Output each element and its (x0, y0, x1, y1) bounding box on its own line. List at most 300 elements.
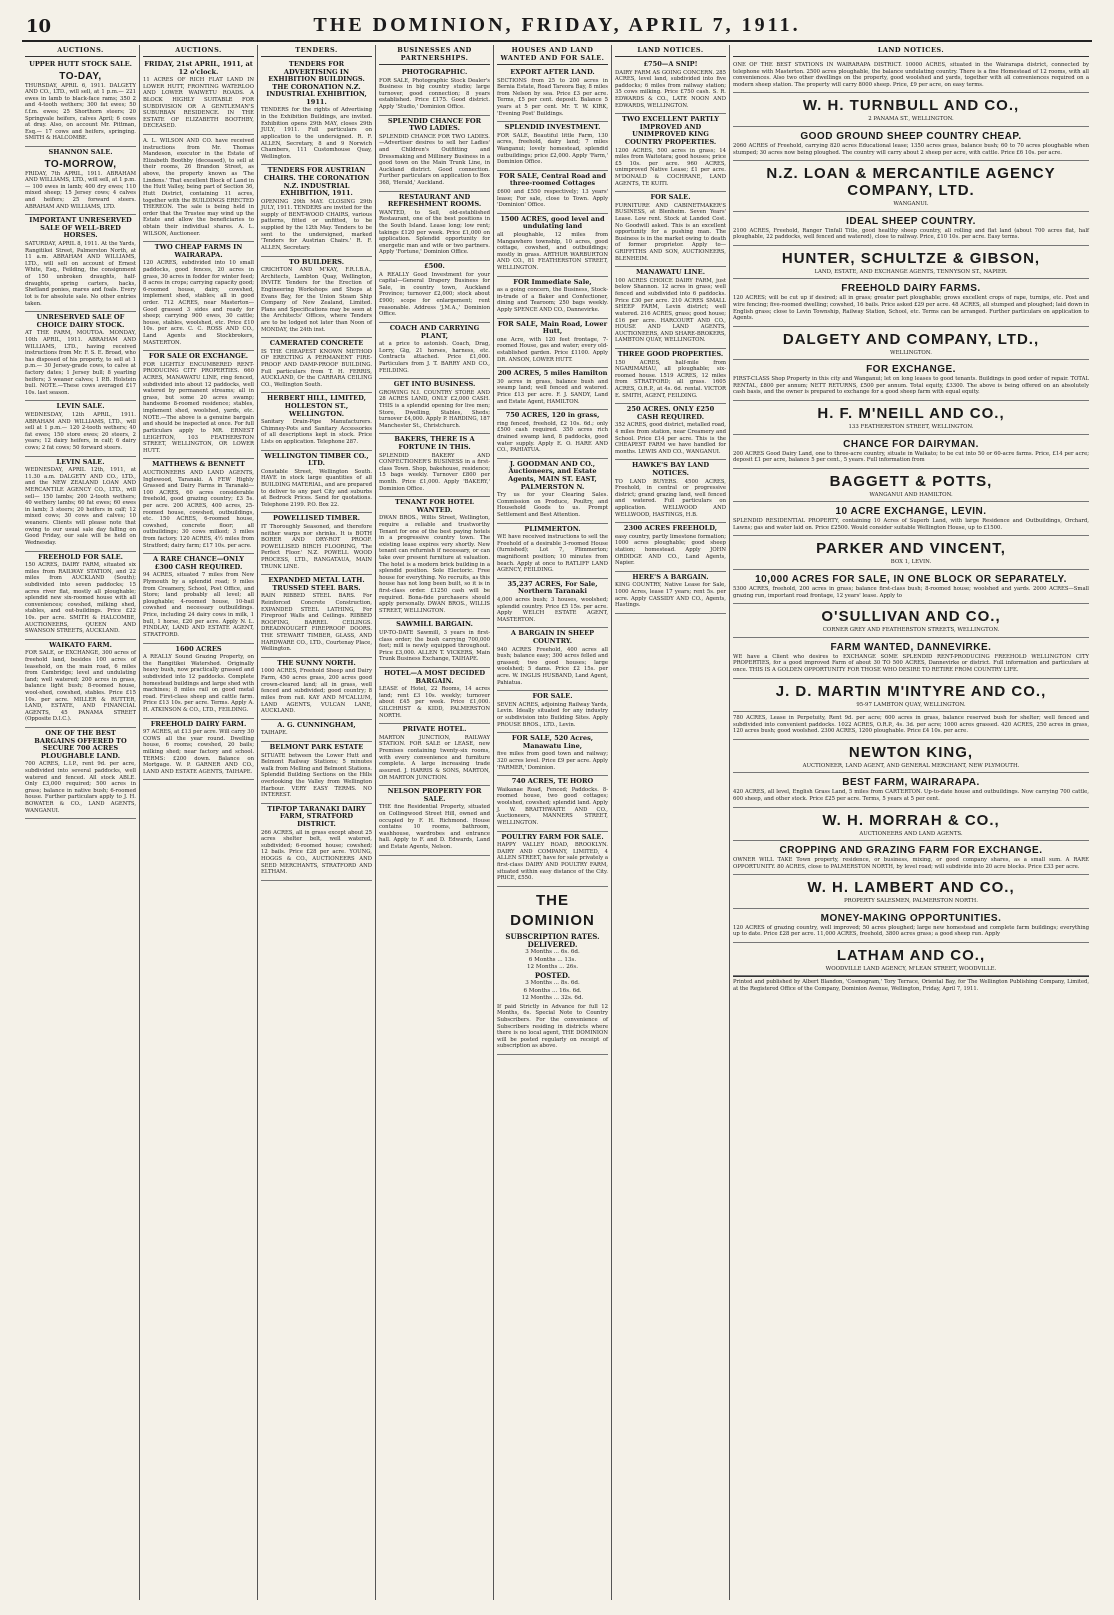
land-advertisement (733, 638, 1089, 679)
agent-name: HUNTER, SCHULTZE & GIBSON, (781, 249, 1041, 267)
ad-body: CRICHTON AND M'KAY, F.R.I.B.A., Architects, Lambton Quay, Wellington, INVITE Tenders for the Erection of Engineering Workshops and Shops at Evans Bay, for the Union Steam Ship Company of New Zealand, Limited. Plans and Specifications may be seen at the Architects' Offices, where Tenders are to be lodged not later than Noon of MONDAY, the 24th inst. (261, 267, 372, 333)
advertisement (261, 575, 372, 658)
advertisement (261, 658, 372, 720)
ad-body: all ploughable, 12 miles from Mangawhero township, 10 acres, good cottage, cowshed, and outbuildings; mostly in grass. ARTHUR WARBURTON AND CO., 81 FEATHERSTON STREET, WELLINGTON. (497, 232, 608, 272)
ad-body: THE fine Residential Property, situated on Collingwood Street Hill, owned and occupied by F. H. Richmond. House contains 10 rooms, bathroom, washhouse, wardrobes and entrance hall. Apply to F. and D. Edwards, Land and Estate Agents, Nelson. (379, 804, 490, 850)
ad-body: Waikanae Road, Fenced; Paddocks. 8-roomed house, two good cottages; woolshed, cowshed; splendid land. Apply J. W. BRAITHWAITE AND CO., Auctioneers, MANNERS STREET, WELLINGTON. (497, 786, 608, 826)
agent-address: BOX 1, LEVIN. (890, 559, 932, 566)
agent-address: WANGANUI AND HAMILTON. (869, 491, 953, 498)
ad-headline: 10,000 ACRES FOR SALE, IN ONE BLOCK OR SEPARATELY. (755, 573, 1067, 585)
ad-headline: PHOTOGRAPHIC. (401, 68, 468, 76)
ad-body: DWAN BROS., Willis Street, Wellington, require a reliable and trustworthy Tenant for one of the best paying hotels in a progressive country town. The existing lease expires very shortly. New tenant can refurnish if necessary, or can take over present furniture at valuation. The hotel is a modern brick building in a splendid position. Sole Electoric. Free house for everything. No recruits, as this house has not long been built, so it is in first-class order. £1250 cash will be required. Bona-fide purchasers should apply personally. DWAN BROS., WILLIS STREET, WELLINGTON. (379, 515, 490, 614)
ad-headline: PLIMMERTON. (524, 524, 581, 533)
agent-block (733, 875, 1089, 908)
column-7-land-notices (730, 45, 1092, 1600)
ad-headline: 200 ACRES, 5 miles Hamilton (497, 369, 608, 378)
land-advertisement (733, 773, 1089, 807)
advertisement (497, 122, 608, 171)
ad-headline: FREEHOLD DAIRY FARMS. (841, 283, 981, 295)
ad-body: WE have a Client who desires to EXCHANGE SOME SPLENDID RENT-PRODUCING FREEHOLD WELLINGTON CITY PROPERTIES, for a good improved Farm of about 30 TO 500 ACRES, Dannevirke or district. Full information and particulars at once. THIS IS A GOLDEN OPPORTUNITY FOR THOSE WHO DESIRE TO RETIRE FROM COUNTRY LIFE. (733, 653, 1089, 673)
ad-body: at a price to astonish. Coach, Drag, Lorry, Gig, 21 horses, harness, etc. Contracts attached. Price £1,000. Particulars from J. T. BARRY AND CO., FEILDING. (379, 341, 490, 374)
ad-headline: THE SUNNY NORTH. (277, 658, 356, 667)
page-number: 10 (26, 16, 52, 37)
advertisement (143, 351, 254, 459)
ad-body: 5300 ACRES, freehold, 200 acres in grass; balance first-class bush; 8-roomed house; woolshed and yards. 2000 ACRES—Small grazing run, important road frontage, 12 years' lease. Apply to (733, 585, 1089, 599)
ad-headline: CAMERATED CONCRETE (269, 339, 364, 348)
ad-body: 120 ACRES; will be cut up if desired; all in grass; greater part ploughable; grows excellent crops of rape, turnips, etc. Post and wire fencing; five-roomed dwelling; cowshed, 16 bails. Price asked £29 per acre. 48 ACRES, all stumped and ploughed; laid down in English grass; close to Levin Township, Railway Station, School, etc. Terms can be arranged. Further particulars on application to Agents. (733, 295, 1089, 322)
ad-body: 97 ACRES, at £13 per acre. Will carry 30 COWS all the year round. Dwelling house, 6 rooms; cowshed, 20 bails; milking shed; near factory and school. TERMS: £200 down. Balance on Mortgage. W. P. GARNER AND CO., LAND AND ESTATE AGENTS, TAIHAPE. (143, 729, 254, 775)
land-advertisement (733, 712, 1089, 740)
ad-body: TENDERS for the rights of Advertising in the Exhibition Buildings, are invited. Exhibition opens 29th MAY, closes 29th JULY, 1911. Full particulars on application to the undersigned. R. F. ALLEN, Secretary, 8 and 9 Norwich Chambers, 111 Customhouse Quay, Wellington. (261, 107, 372, 160)
advertisement (497, 214, 608, 277)
advertisement (143, 644, 254, 719)
ad-body: 120 ACRES of grazing country, well improved; 50 acres ploughed; large new homestead and complete farm buildings; everything up to date. Price £28 per acre. 11,000 ACRES, freehold, 3800 acres grass; a good sheep run. Apply (733, 924, 1089, 938)
ad-body: IT Thoroughly Seasoned, and therefore neither warps nor shrinks. It is BOTH BORER AND DRY-ROT PROOF. POWELLISED BIRCH FLOORING, 'The Perfect Floor.' N.Z. POWELL WOOD PROCESS, LTD., RANGATAUA, MAIN TRUNK LINE. (261, 524, 372, 570)
agent-address: 95-97 LAMBTON QUAY, WELLINGTON. (856, 701, 966, 708)
advertisement (615, 572, 726, 614)
ad-headline: NELSON PROPERTY FOR SALE. (387, 787, 482, 803)
ad-headline: EXPORT AFTER LAND. (510, 68, 595, 76)
agent-name: N.Z. LOAN & MERCANTILE AGENCY COMPANY, LTD. (766, 165, 1056, 200)
ad-headline: HERBERT HILL, LIMITED, HOLLESTON ST., WELLINGTON. (267, 394, 366, 418)
posted-rate: 12 Months ... 32s. 6d. (521, 995, 584, 1002)
delivered-rate: 6 Months ... 13s. (528, 956, 577, 963)
ad-body: five miles from good town and railway; 320 acres level. Price £9 per acre. Apply 'FARMER,' Dominion. (497, 751, 608, 771)
advertisement (379, 724, 490, 786)
ad-headline: FREEHOLD DAIRY FARM. (150, 719, 247, 728)
agent-name: O'SULLIVAN AND CO., (821, 608, 1001, 626)
agent-block (733, 808, 1089, 841)
advertisement (497, 459, 608, 524)
advertisement (379, 379, 490, 434)
column-heading: LAND NOTICES. (733, 45, 1089, 57)
ad-body: 780 ACRES, Lease in Perpetuity, Rent 9d. per acre; 600 acres in grass, balance reserved bush for shelter; well fenced and subdivided into convenient paddocks. 1022 ACRES, O.R.P., 4s. 3d. per acre; 1000 acres grassed. 420 ACRES, 250 acres in grass, 120 acres bush; good woolshed. 2300 ACRES, 1200 ploughable. Price £4 10s. per acre. (733, 714, 1089, 735)
agent-block (733, 943, 1089, 976)
ad-headline: CROPPING AND GRAZING FARM FOR EXCHANGE. (779, 845, 1043, 856)
agent-block (733, 679, 1089, 712)
ad-body: 2060 ACRES of Freehold, carrying 820 acres Educational lease; 1350 acres grass, balance bush; 60 to 70 acres ploughable when stumped; 30 acres now being ploughed. The country will carry about 2 sheep per acre, with cattle. Price £6 10s. per acre. (733, 142, 1089, 156)
ad-body: SECTIONS from 25 to 200 acres in Bernia Estate, Road Tareora Bay, 8 miles from Nelson by sea. Price £3 per acre. Terms, £5 per cent. deposit. Balance 5 years at 5 per cent. Mr. T. W. KIRK, 'Evening Post' Buildings. (497, 77, 608, 117)
ad-body: FOR SALE, or EXCHANGE, 300 acres of freehold land, besides 100 acres of leasehold, on the main road, 6 miles from Cambridge; level and undulating land; well watered; 200 acres in grass, balance light bush; 8-roomed house, wool-shed, cowshed, stables. Price £15 10s. per acre. MILLER & RUTTER, LAND, ESTATE, AND FINANCIAL AGENTS, 45 PANAMA STREET (Opposite D.I.C.). (25, 650, 136, 723)
ad-body: IS THE CHEAPEST KNOWN METHOD OF ERECTING A PERMANENT FIRE-PROOF AND DAMP-PROOF BUILDING. Full particulars from T. H. FERRIS, AUCKLAND, Or the CARRARA CEILING CO., Wellington South. (261, 348, 372, 388)
ad-body: MARTON JUNCTION, RAILWAY STATION. FOR SALE or LEASE, new Premises containing twenty-six rooms, with every convenience and furniture complete. A large increasing trade assured. J. HARRIS & SONS, MARTON, OR MARTON JUNCTION. (379, 734, 490, 781)
ad-body: FIRST-CLASS Shop Property in this city and Wanganui; let on long leases to good tenants. Buildings in good order of repair. TOTAL RENTAL, £800 per annum; NETT RETURNS, £500 per annum. Total equity, £3300. The above is being offered on an absolutely cash basis, and the owner is prepared to exchange for a good sheep farm with equal equity. (733, 376, 1089, 396)
agent-address: AUCTIONEER, LAND AGENT, AND GENERAL MERCHANT, NEW PLYMOUTH. (802, 762, 1020, 769)
advertisement (379, 434, 490, 497)
advertisement (379, 497, 490, 619)
ad-body: A REALLY Sound Grazing Property, on the Rangitikei Watershed. Originally heavy bush, now practically grassed and subdivided into 12 paddocks. Complete homestead buildings and large shed with machines; 8 miles rail on good metal road. First-class sheep and cattle farm. Price £13 10s. per acre. Terms. Apply A. H. ATKINSON & CO., LTD., FEILDING. (143, 654, 254, 713)
ad-headline: FOR SALE, 520 Acres, Manawatu Line, (511, 734, 594, 750)
advertisement (497, 277, 608, 319)
ad-headline: BAKERS, THERE IS A FORTUNE IN THIS. (394, 435, 475, 451)
ad-headline: 2300 ACRES FREEHOLD, (623, 524, 718, 533)
ad-body: FOR SALE, Beautiful little Farm, 130 acres, freehold, dairy land; 7 miles Wanganui; lovely homestead, splendid outbuildings; price £2,000. Apply 'Farm,' Dominion Office. (497, 132, 608, 166)
advertisement (143, 242, 254, 351)
agent-address: 133 FEATHERSTON STREET, WELLINGTON. (848, 424, 974, 431)
ad-body: 1200 ACRES, 500 acres in grass; 14 miles from Waitotara; good houses; price £5 10s. per acre. 960 ACRES, unimproved Native Lease; £1 per acre. M'DONALD & COCHRANE, LAND AGENTS, TE KUITI. (615, 147, 726, 187)
agent-name: H. F. M'NEILL AND CO., (817, 405, 1005, 423)
agent-block (733, 536, 1089, 569)
ad-body: LEASE of Hotel, 22 Rooms, 14 acres land; rent £3 10s. weekly; turnover about £45 per week. Price £1,000. GILCHRIST & KIDD, PALMERSTON NORTH. (379, 686, 490, 719)
ad-headline: TO BUILDERS. (288, 257, 345, 266)
ad-body: TAIHAPE. (261, 730, 288, 737)
ad-body: 4,000 acres bush; 3 houses, woolshed; splendid country. Price £5 15s. per acre. Apply WELCH ESTATE AGENT, MASTERTON. (497, 597, 608, 623)
advertisement (261, 393, 372, 450)
ad-headline: TWO EXCELLENT PARTLY IMPROVED AND UNIMPROVED KING COUNTRY PROPERTIES. (622, 115, 719, 146)
ad-body: WANTED, to Sell, old-established Restaurant, one of the best positions in the South Island. Lease long; low rent; takings £120 per week. Price £1,000 on application. Splendid opportunity for energetic man and wife or two partners. Apply 'Fortune,' Dominion Office. (379, 209, 490, 256)
ad-body: one Acre, with 120 feet frontage, 7-roomed House, gas and water; every old-established garden. Price £1100. Apply DR. ANSON, LOWER HUTT. (497, 336, 608, 363)
ad-headline: POULTRY FARM FOR SALE. (501, 832, 604, 841)
ad-headline: 35,237 ACRES, For Sale, Northern Taranaki (507, 579, 598, 596)
ad-headline: FRIDAY, 21st APRIL, 1911, at 12 o'clock. (144, 60, 253, 76)
ad-body: 200 ACRES Good Dairy Land, one to three-acre country, situate in Waikato; to be cut into 50 or 60-acre farms. Price, £14 per acre; deposit £1 per acre, balance 5 per cent., 5 years. Full information from (733, 450, 1089, 464)
ad-body: SATURDAY, APRIL 8, 1911. At the Yards, Rangitikei Street, Palmerston North, at 11 a.m. ABRAHAM AND WILLIAMS, LTD., will sell on account of Ernest White, Esq., Feilding, the consignment of 150 unbroken draughts, half-draughts, spring carters, hacks, Shetland ponies, mares and foals. Every lot is for absolute sale. No other entries taken. (25, 241, 136, 307)
column-heading: AUCTIONS. (25, 45, 136, 57)
ad-body: TO LAND BUYERS. 4500 ACRES, Freehold, in central or progressive district; grand grazing land, well fenced and watered. Full particulars on application. WELLWOOD AND WELLWOOD, HASTINGS, H.B. (615, 478, 726, 518)
agent-block (733, 93, 1089, 126)
ad-body: 100 ACRES CHOICE DAIRY FARM, just below Shannon. 12 acres in grass; well fenced and subdivided into 6 paddocks. Price £30 per acre. 210 ACRES SMALL SHEEP FARM, Levin district; well watered. 216 ACRES, grass; good house; £16 per acre. HARCOURT AND CO., HOUSE AND LAND AGENTS, AUCTIONEERS, AND SHARE-BROKERS, LAMBTON QUAY, WELLINGTON. (615, 277, 726, 344)
ad-headline: ONE OF THE BEST BARGAINS OFFERED TO SECURE 700 ACRES PLOUGHABLE LAND. (34, 729, 127, 760)
advertisement (615, 59, 726, 114)
ad-headline: MONEY-MAKING OPPORTUNITIES. (820, 912, 1002, 924)
column-1 (22, 45, 140, 1600)
agent-address: CORNER GREY AND FEATHERSTON STREETS, WELLINGTON. (822, 627, 1000, 634)
advertisement (261, 804, 372, 881)
advertisement (497, 628, 608, 691)
ad-body: DAIRY FARM AS GOING CONCERN. 285 ACRES, level land, subdivided into five paddocks; 6 miles from railway station; 35 cows milking. Price £750 cash. S. R. EDWARDS & CO., LATE NOON AND EDWARDS, WELLINGTON. (615, 69, 726, 109)
advertisement (497, 776, 608, 831)
ad-headline: FOR SALE, Central Road and three-roomed Cottages (499, 171, 606, 188)
advertisement (497, 832, 608, 887)
ad-headline: TENDERS FOR AUSTRIAN CHAIRS. THE CORONATION N.Z. INDUSTRIAL EXHIBITION, 1911. (263, 166, 370, 198)
ad-headline: 1600 ACRES (175, 644, 222, 653)
advertisement (25, 552, 136, 640)
delivered-rate: 3 Months ... 6s. 6d. (525, 949, 580, 956)
ad-headline: 10 ACRE EXCHANGE, LEVIN. (835, 506, 987, 518)
ad-body: 266 ACRES, all in grass except about 25 acres shelter belt, well watered, subdivided; 6-roomed house; cowshed; 12 bails. Price £28 per acre. YOUNG, HOGGS & CO., AUCTIONEERS AND SEED MERCHANTS, STRATFORD AND ELTHAM. (261, 829, 372, 876)
agent-name: NEWTON KING, (848, 743, 974, 761)
ad-headline: FOR Immediate Sale, (513, 277, 592, 286)
advertisement (25, 215, 136, 312)
agent-block (733, 604, 1089, 637)
ad-headline: SPLENDID INVESTMENT. (504, 123, 601, 132)
ad-body: 1000 ACRES, Freehold Sheep and Dairy Farm, 450 acres grass, 200 acres good crown-cleared land; all in grass, well fenced and subdivided; good country; 8 miles from rail. KAY AND M'CALLUM, LAND AGENTS, VULCAN LANE, AUCKLAND. (261, 668, 372, 715)
ad-body: ring fenced, freehold, £2 10s. 6d.; only £500 cash required. 350 acres rich drained swamp land, 8 paddocks, good water supply. Apply E. O. HARE AND CO., PAHIATUA. (497, 420, 608, 454)
column-heading: LAND NOTICES. (615, 45, 726, 57)
agent-name: LATHAM AND CO., (836, 946, 986, 964)
ad-headline: FARM WANTED, DANNEVIRKE. (830, 641, 992, 653)
ad-headline: MATTHEWS & BENNETT (152, 460, 245, 469)
ad-body: ONE OF THE BEST STATIONS IN WAIRARAPA DISTRICT. 10000 ACRES, situated in the Wairarapa district, connected by telephone with Masterton. 2500 acres ploughable, the balance undulating country. There is a fine Homestead of 12 rooms, with all conveniences. Also two other dwellings on the property, good woolshed and yards, together with all conveniences required on a modern sheep station. The property will carry 8000 sheep. Price, £9 per acre, on easy terms. (733, 62, 1089, 88)
advertisement (497, 410, 608, 459)
ad-headline: J. GOODMAN AND CO., Auctioneers, and Estate Agents, MAIN ST. EAST, PALMERSTON N. (508, 459, 597, 491)
ad-headline: 250 ACRES. ONLY £250 CASH REQUIRED. (626, 405, 715, 421)
ad-body: FRIDAY, 7th APRIL, 1911. ABRAHAM AND WILLIAMS, LTD., will sell, at 1 p.m.— 100 ewes in lamb; 400 dry ewes; 110 mixed sheep; 15 Jersey cows; 4 calves and heifers; 25 forward steers. ABRAHAM AND WILLIAMS, LTD. (25, 170, 136, 210)
ad-headline: BELMONT PARK ESTATE (269, 742, 364, 751)
posted-rate: 3 Months ... 8s. 6d. (525, 980, 580, 987)
ad-headline: TIP-TOP TARANAKI DAIRY FARM, STRATFORD DISTRICT. (267, 804, 366, 828)
advertisement (143, 719, 254, 781)
ad-body: AUCTIONEERS AND LAND AGENTS, Inglewood, Taranaki. A FEW Highly Grassed and Dairy Farms in Taranaki— 100 ACRES, 60 acres considerable freehold, good grazing country; £3 5s. per acre. 200 ACRES, 400 acres, 25-roomed house, cowshed, outbuildings, etc. 150 ACRES, 6-roomed house, cowshed, concrete floor; all outbuildings; 30 cows milked; 3 miles from factory. 120 ACRES, 4½ miles from Stratford; dairy farm; £17 10s. per acre. (143, 469, 254, 549)
ad-headline: TENDERS FOR ADVERTISING IN EXHIBITION BUILDINGS. THE CORONATION N.Z. INDUSTRIAL EXHIBITION, 1911. (266, 60, 367, 106)
ad-headline: SHANNON SALE. (48, 148, 113, 157)
ad-body: HAPPY VALLEY ROAD, BROOKLYN. DAIRY AND COMPANY, LIMITED, 4 ALLEN STREET, have for sale privately a first-class DAIRY AND POULTRY FARM, situated within easy distance of the City. PRICE, £550. (497, 842, 608, 882)
land-advertisement (733, 570, 1089, 604)
agent-address: AUCTIONEERS AND LAND AGENTS. (859, 830, 963, 837)
ad-date: TO-DAY, (59, 70, 102, 82)
ad-headline: 740 ACRES, TE HORO (511, 777, 594, 786)
land-advertisement (733, 360, 1089, 401)
ad-headline: CHANCE FOR DAIRYMAN. (843, 438, 979, 450)
land-advertisement (733, 841, 1089, 875)
advertisement (379, 619, 490, 668)
ad-headline: TENANT FOR HOTEL WANTED. (394, 498, 475, 514)
ad-headline: THREE GOOD PROPERTIES. (617, 349, 724, 358)
ad-body: 150 ACRES, DAIRY FARM, situated six miles from RAILWAY STATION, and 22 miles from AUCKLAND (South); subdivided into seven paddocks; 15 acres river flat, mostly all ploughable; splendid new six-roomed house with all conveniences; cowshed, milking shed, stables, and out-buildings. Price £22 10s. per acre. SMITH & HALCOMBE, AUCTIONEERS, QUEEN AND SWANSON STREETS, AUCKLAND. (25, 562, 136, 635)
ad-headline: WELLINGTON TIMBER CO., LTD. (264, 451, 369, 468)
advertisement (379, 323, 490, 379)
advertisement (25, 401, 136, 456)
advertisement (497, 171, 608, 214)
advertisement (25, 728, 136, 819)
subscription-subtitle: SUBSCRIPTION RATES. (505, 932, 600, 942)
advertisement (143, 459, 254, 554)
ad-headline: FOR SALE. (532, 692, 573, 701)
ad-headline: TWO CHEAP FARMS IN WAIRARAPA. (154, 243, 243, 259)
ad-headline: IDEAL SHEEP COUNTRY. (846, 215, 976, 227)
ad-headline: 750 ACRES, 120 in grass, (505, 411, 600, 420)
ad-body: Try us for your Clearing Sales. Commission on Produce, Poultry, and Household Goods to us. Prompt Settlement and Best Attention. (497, 492, 608, 519)
advertisement (497, 319, 608, 369)
advertisement (379, 261, 490, 323)
advertisement (25, 457, 136, 552)
land-advertisement (733, 127, 1089, 161)
ad-headline: FREEHOLD FOR SALE. (38, 552, 123, 561)
advertisement (25, 59, 136, 147)
advertisement (261, 59, 372, 165)
advertisement (261, 742, 372, 804)
ad-headline: RESTAURANT AND REFRESHMENT ROOMS. (387, 192, 482, 209)
agent-block (733, 327, 1089, 360)
ad-body: 2100 ACRES, Freehold, Ranger Tinfall Title, good healthy sheep country, all rolling and flat land (about 700 acres flat, half ploughable, 22 paddocks, well fenced and watered), close to railway. Price, £10 10s. per acre. Easy terms. (733, 227, 1089, 241)
ad-body: 30 acres in grass, balance bush and swamp land; well fenced and watered. Price £13 per acre. F. J. SANDY, Land and Estate Agent, HAMILTON. (497, 378, 608, 405)
agent-name: DALGETY AND COMPANY, LTD., (782, 330, 1040, 348)
ad-headline: MANAWATU LINE. (636, 268, 705, 277)
columns (22, 45, 1092, 1600)
subscription-note: If paid Strictly in Advance for full 12 Months, 6s. Special Note to Country Subscribers. For the convenience of Subscribers residing in districts where there is no local agent, THE DOMINION will be posted regularly on receipt of subscription as above. (497, 1003, 608, 1050)
advertisement (379, 668, 490, 724)
ad-body: GROWING N.I. COUNTRY STORE AND 28 ACRES LAND, ONLY £2,000 CASH. THIS is a splendid opening for live men; Store, Dwelling, Stables, Sheds; turnover £4,000. Apply P. HARDING, 187 Manchester St., Christchurch. (379, 389, 490, 429)
agent-block (733, 401, 1089, 434)
subscription-title: THE DOMINION (510, 891, 595, 930)
agent-address: LAND, ESTATE, AND EXCHANGE AGENTS, TENNYSON ST., NAPIER. (814, 268, 1008, 275)
land-advertisement (733, 435, 1089, 469)
ad-headline: LEVIN SALE. (56, 402, 105, 411)
ad-body: SITUATE between the Lower Hutt and Belmont Railway Stations; 5 minutes walk from Melling and Belmont Stations. Splendid Building Sections on the Hills overlooking the Valley from Wellington Harbour. VERY EASY TERMS. NO INTEREST. (261, 752, 372, 799)
advertisement (143, 135, 254, 242)
ad-headline: £500. (424, 262, 445, 271)
advertisement (143, 554, 254, 643)
agent-block (733, 740, 1089, 773)
ad-body: 120 ACRES, subdivided into 10 small paddocks, good fences, 20 acres in grass, 30 acres in fodder for winter feed; 8 acres in crops; carrying capacity good; 6-roomed house, dairy, cowshed, implement shed, stables; all in good order. 712 ACRES, near Masterton—Good grassed 3 sides and ready for sheep; carrying 900 ewes, 30 cattle; house, stables, woolshed, etc. Price £10 10s. per acre. C. C. ROSS AND CO., Land Agents and Stockbrokers, MASTERTON. (143, 260, 254, 346)
ad-body: £600 and £550 respectively; 13 years' lease; For sale, close to Town. Apply 'Dominion' Office. (497, 189, 608, 209)
agent-name: PARKER AND VINCENT, (816, 540, 1006, 558)
advertisement (615, 267, 726, 349)
ad-headline: HAWKE'S BAY LAND NOTICES. (631, 461, 710, 477)
ad-body: OPENING 29th MAY. CLOSING 29th JULY, 1911. TENDERS are invited for the supply of BENT-WOOD CHAIRS, various patterns, fitted or unfitted, to be supplied by the 12th May. Tenders to be sent to the undersigned, marked 'Tenders for Austrian Chairs.' R. F. ALLEN, Secretary. (261, 198, 372, 251)
ad-headline: A. G. CUNNINGHAM, (277, 720, 356, 729)
ad-headline: UNRESERVED SALE OF CHOICE DAIRY STOCK. (36, 313, 125, 329)
ad-headline: A RARE CHANCE—ONLY £300 CASH REQUIRED. (153, 555, 244, 571)
column-6 (612, 45, 730, 1600)
subscription-box (497, 887, 608, 1055)
ad-headline: COACH AND CARRYING PLANT, (389, 323, 480, 340)
land-advertisement (733, 909, 1089, 943)
advertisement (261, 338, 372, 393)
land-advertisement (733, 59, 1089, 93)
column-5 (494, 45, 612, 1600)
ad-headline: 1500 ACRES, good level and undulating land (500, 214, 605, 231)
advertisement (379, 67, 490, 116)
ad-headline: SPLENDID CHANCE FOR TWO LADIES. (387, 116, 482, 133)
ad-headline: FOR EXCHANGE. (866, 364, 956, 376)
ad-headline: FOR SALE, Main Road, Lower Hutt, (497, 319, 608, 336)
ad-body: OWNER WILL TAKE Town property, residence, or business, mixing, or good company shares, as a small sum. A RARE OPPORTUNITY. 80 ACRES, close to PALMERSTON NORTH, by level road; will subdivide into 20 acre blocks. Price £33 per acre. (733, 857, 1089, 870)
ad-body: THURSDAY, APRIL 6, 1911. DALGETY AND CO., LTD., will sell, at 1 p.m.— 221 ewes in lamb to black-face rams; 350 2 and 4-tooth wethers; 300 fat ewes; 50 f.f.m. ewes; 25 Shorthorn steers; 20 Springvale heifers, calves April; 6 cows at dray. Also, on account Mr. Pittman, Esq.— 17 cows and heifers, springing. SMITH & HALCOMBE. (25, 82, 136, 142)
ad-headline: BEST FARM, WAIRARAPA. (842, 777, 980, 789)
delivered-label: DELIVERED. (527, 940, 578, 950)
ad-headline: EXPANDED METAL LATH. TRUSSED STEEL BARS. (268, 576, 365, 592)
ad-body: 420 ACRES, all level, English Grass Land, 5 miles from CARTERTON. Up-to-date house and outbuildings. Now carrying 700 cattle, 600 sheep, and other stock. Price £25 per acre. Terms, 5 years at 5 per cent. (733, 789, 1089, 802)
column-heading: HOUSES AND LAND WANTED AND FOR SALE. (497, 45, 608, 65)
ad-body: 11 ACRES OF RICH FLAT LAND IN LOWER HUTT, FRONTING WATERLOO AND LOWER WAIWETU ROADS. A BLOCK HIGHLY SUITABLE FOR SUBDIVISION OR A GENTLEMAN'S SUBURBAN RESIDENCE. IN THE ESTATE OF ELIZABETH BOOTHBY, DECEASED. (143, 77, 254, 130)
advertisement (497, 691, 608, 733)
column-2 (140, 45, 258, 1600)
ad-headline: IMPORTANT UNRESERVED SALE OF WELL-BRED HORSES. (29, 216, 132, 240)
ad-headline: A BARGAIN IN SHEEP COUNTRY. (510, 629, 595, 646)
ad-headline: GOOD GROUND SHEEP COUNTRY CHEAP. (800, 130, 1022, 142)
advertisement (25, 312, 136, 401)
advertisement (497, 579, 608, 629)
ad-headline: HERE'S A BARGAIN. (632, 572, 709, 581)
ad-body: RAIN RIBBED STEEL BARS. For Reinforced Concrete Construction, EXPANDED STEEL LATHING, For Fireproof Walls and Ceilings. RIBBED ROOFING, BARREL CEILINGS. DREADNOUGHT FIREPROOF DOORS. THE STEWART TIMBER, GLASS, AND HARDWARE CO., LTD., Courtenay Place, Wellington. (261, 593, 372, 653)
ad-headline: FOR SALE OR EXCHANGE. (148, 352, 249, 361)
column-3 (258, 45, 376, 1600)
land-advertisement (733, 279, 1089, 326)
column-heading: BUSINESSES AND PARTNERSHIPS. (379, 45, 490, 65)
advertisement (615, 523, 726, 572)
agent-address: WANGANUI. (893, 201, 929, 208)
delivered-rate: 12 Months ... 26s. (527, 964, 578, 971)
advertisement (615, 460, 726, 523)
agent-name: W. H. MORRAH & CO., (822, 811, 1000, 829)
ad-body: FURNITURE AND CABINETMAKER'S BUSINESS, at Blenheim. Seven Years' Lease. Low rent. Stock at Landed Cost. No Goodwill asked. This is an excellent opportunity for a pushing man. The Business is in the market owing to death of former proprietor. Apply to— GRIFFITHS AND SON, AUCTIONEERS, BLENHEIM. (615, 202, 726, 262)
masthead (22, 10, 1092, 42)
posted-label: POSTED. (534, 971, 571, 980)
advertisement (497, 368, 608, 410)
ad-body: KING COUNTRY, Native Lease for Sale, 1000 Acres, lease 17 years; rent 5s. per acre. Apply CASSIDY AND CO., Agents, Hastings. (615, 582, 726, 609)
agent-block (733, 246, 1089, 279)
ad-body: 352 ACRES, good district, metalled road, 4 miles from station, near Creamery and School. Price £14 per acre. This is the CHEAPEST FARM we have handled for months. LEWIS AND CO., WANGANUI. (615, 422, 726, 455)
ad-headline: WAIKATO FARM. (49, 640, 112, 649)
advertisement (261, 513, 372, 575)
ad-headline: LEVIN SALE. (56, 457, 105, 466)
ad-body: easy country, partly limestone formation; 1000 acres ploughable; good sheep station; homestead. Apply JOHN ORDIDGE AND CO., Land Agents, Napier. (615, 533, 726, 567)
ad-body: WE have received instructions to sell the Freehold of a desirable 3-roomed House (furnished); Lot 7, Plimmerton; magnificent position; 10 minutes from beach. Apply at once to RATLIFF LAND AGENCY, FEILDING. (497, 534, 608, 574)
posted-rate: 6 Months ... 16s. 6d. (523, 987, 582, 994)
ad-headline: PRIVATE HOTEL. (402, 725, 467, 734)
agent-address: 2 PANAMA ST., WELLINGTON. (868, 116, 954, 123)
ad-body: SPLENDID BAKERY AND CONFECTIONER'S BUSINESS in a first-class Town. Shop, bakehouse, residence; 15 bags weekly. Turnover £800 per month. Price £1,000. Apply 'BAKERY,' Dominion Office. (379, 452, 490, 492)
agent-name: W. H. LAMBERT AND CO., (807, 879, 1015, 897)
ad-body: Constable Street, Wellington South. HAVE in stock large quantities of all BUILDING MATERIAL, and are prepared to deliver to any part City and suburbs at Bedrock Prices. Send for quotations. Telephone 2199. P.O. Box 22. (261, 468, 372, 508)
advertisement (379, 192, 490, 261)
ad-headline: £750—A SNIP! (643, 60, 698, 68)
ad-headline: SAWMILL BARGAIN. (396, 620, 473, 629)
ad-body: SEVEN ACRES, adjoining Railway Yards, Levin. Ideally situated for any industry or subdivision into Building Sites. Apply PROUSE BROS., LTD., Levin. (497, 701, 608, 728)
advertisement (261, 165, 372, 256)
agent-address: WELLINGTON. (890, 349, 932, 356)
ad-body: A. L. WILSON AND CO. have received instructions from Mr. Thomas Mandeson, executor in the Estate of Elizabeth Boothby (deceased), to sell at their rooms, 26 Brandon Street, as above, the property known as 'The Lindens.' That excellent Block of Land in the Hutt Valley, being part of Section 36, Hutt District, containing 11 acres, together with the BUILDINGS ERECTED THEREON. The sale is being held in order that the Trustee may wind up the Estate and allow the beneficiaries to obtain their individual shares. A. L. WILSON, Auctioneer. (143, 138, 254, 237)
imprint: Printed and published by Albert Blandon, 'Cosmogram,' Tory Terrace, Oriental Bay, for The Wellington Publishing Company, Limited, at the Registered Office of the Company, Dominion Avenue, Wellington, Friday, April 7, 1911. (733, 976, 1089, 992)
ad-body: SPLENDID RESIDENTIAL PROPERTY, containing 10 Acres of Superb Land, with large Residence and Outbuildings, Orchard, Lawns; gas and water laid on. Price £2500. Would consider suitable Wellington House, up to £1500. (733, 518, 1089, 531)
ad-body: 94 ACRES, situated 7 miles from New Plymouth by a splendid road; 9 miles from Creamery, School, Post Office, and Store; land probably all level; all ploughable; 4-roomed house, 10-bail cowshed and necessary outbuildings. Price, including 24 dairy cows in milk, 1 bull, 1 horse, £20 per acre. Apply N. L. FINDLAY, LAND AND ESTATE AGENT, STRATFORD. (143, 572, 254, 638)
column-heading: AUCTIONS. (143, 45, 254, 57)
ad-headline: POWELLISED TIMBER. (273, 514, 360, 523)
advertisement (379, 786, 490, 855)
ad-body: 700 ACRES, L.I.P., rent 9d. per acre, subdivided into several paddocks, well watered and fenced. All stock ABLE. Only £3,000 required; 500 acres in grass; balance in native bush; 6-roomed house. Further particulars apply to J. H. BOWATER & CO., LAND AGENTS, WANGANUI. (25, 761, 136, 814)
agent-address: WOODVILLE LAND AGENCY, M'LEAN STREET, WOODVILLE. (825, 965, 997, 972)
column-4 (376, 45, 494, 1600)
paper-title: THE DOMINION, FRIDAY, APRIL 7, 1911. (313, 14, 801, 36)
ad-date: TO-MORROW, (44, 158, 117, 170)
ad-body: WEDNESDAY, APRIL 12th, 1911, at 11.30 a.m. DALGETY AND CO., LTD., and the NEW ZEALAND LOAN AND MERCANTILE AGENCY CO., LTD., will sell— 150 lambs; 200 2-tooth wethers; 40 wethery lambs; 60 fat ewes; 60 ewes in lamb; 3 steers; 20 heifers in calf; 12 mixed cows; 30 cows and calves; 10 weaners. Clients will please note that owing to our usual sale day falling on Good Friday, our sale will be held on Wednesday. (25, 467, 136, 546)
ad-headline: FOR SALE. (650, 193, 691, 202)
ad-body: FOR SALE, Photographic Stock Dealer's Business in big country studio; large turnover, good connection; 8 years established. Price £175. Good district. Apply 'Studio,' Dominion Office. (379, 77, 490, 111)
ad-body: Sanitary Drain-Pipe Manufacturers. Chimney-Pots and Sanitary Accessories of all descriptions kept in stock. Price Lists on application. Telephone 287. (261, 419, 372, 445)
ad-body: as a going concern, the Business, Stock-in-trade of a Baker and Confectioner, dining and Tearoom; 250 bags weekly. Apply SPENCE AND CO., Dannevirke. (497, 287, 608, 314)
advertisement (261, 257, 372, 339)
ad-body: WEDNESDAY, 12th APRIL, 1911. ABRAHAM AND WILLIAMS, LTD., will sell at 1 p.m.— 120 2-tooth wethers; 40 fat ewes; 150 store ewes; 20 steers, 2 years; 12 dairy heifers, in calf; 6 dairy cows; 2 fat cows; 50 forward steers. (25, 411, 136, 451)
advertisement (497, 733, 608, 776)
ad-body: 150 ACRES, half-mile from NGARIMAHAU, all ploughable; six-roomed house. 1519 ACRES, 12 miles from STRATFORD; all grass. 1605 ACRES, O.R.P., at 4s. 6d. rental. VICTOR E. SMITH, AGENT, FEILDING. (615, 359, 726, 399)
agent-block (733, 161, 1089, 211)
advertisement (615, 404, 726, 460)
ad-body: A REALLY Good Investment for your capital—General Drapery Business for Sale, in country town, Auckland Province; turnover £2,000; stock about £900; scope for enlargement; rent reasonable. Address 'J.M.A.,' Dominion Office. (379, 271, 490, 318)
advertisement (497, 524, 608, 579)
ad-body: SPLENDID CHANCE FOR TWO LADIES.—Advertiser desires to sell her Ladies' and Children's Outfitting and Dressmaking and Millinery Business in a good town on the Main Trunk Line, in Auckland district. Good connection. Further particulars on application to Box 368, 'Herald,' Auckland. (379, 133, 490, 187)
ad-body: UP-TO-DATE Sawmill, 3 years in first-class order; the bush carrying 700,000 feet; mill is newly equipped throughout. Price £3,000. ALLEN T. VICKERS, Main Trunk Business Exchange, TAIHAPE. (379, 630, 490, 663)
land-ads (733, 59, 1089, 976)
advertisement (261, 720, 372, 742)
ad-headline: GET INTO BUSINESS. (393, 380, 476, 389)
advertisement (615, 114, 726, 192)
advertisement (261, 451, 372, 514)
agent-name: W. H. TURNBULL AND CO., (802, 97, 1020, 115)
column-heading: TENDERS. (261, 45, 372, 57)
agent-name: BAGGETT & POTTS, (829, 472, 993, 490)
land-advertisement (733, 212, 1089, 246)
advertisement (143, 59, 254, 135)
agent-address: PROPERTY SALESMEN, PALMERSTON NORTH. (844, 898, 978, 905)
advertisement (497, 67, 608, 122)
advertisement (379, 116, 490, 192)
agent-name: J. D. MARTIN M'INTYRE AND CO., (775, 682, 1047, 700)
land-advertisement (733, 502, 1089, 536)
advertisement (25, 640, 136, 728)
ad-body: AT THE FARM, MOUTOA. MONDAY, 10th APRIL, 1911. ABRAHAM AND WILLIAMS, LTD., having received instructions from Mr. F. S. E. Broad, who has disposed of his property, to sell at 1 p.m.— 30 Jersey-grade cows, to calve at factory dates; 1 Jersey bull; 8 yearling heifers; 3 weaner calves; 1 P.B. Holstein bull. NOTE.—These cows averaged £17 10s. last season. (25, 330, 136, 396)
ad-body: 940 ACRES Freehold, 400 acres all bush; balance easy; 300 acres felled and grassed; two good houses; large woolshed; 5 dams. Price £2 15s. per acre. W. INGLIS HUSBAND, Land Agent, Pahiatua. (497, 646, 608, 686)
